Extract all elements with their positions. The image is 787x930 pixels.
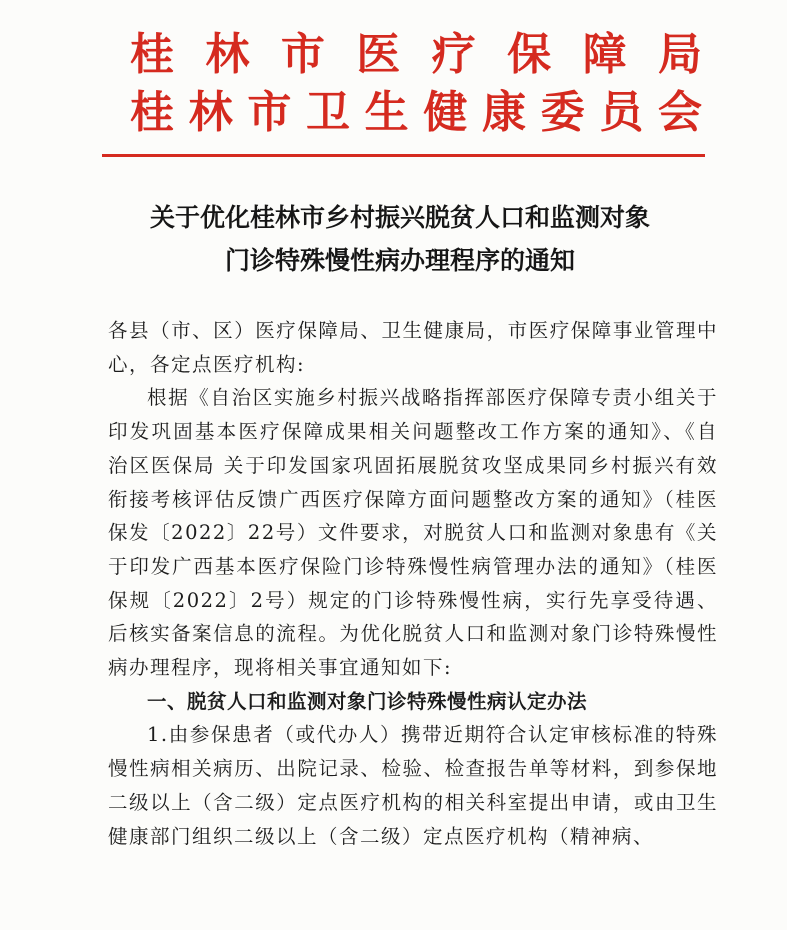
paragraph-1: 根据《自治区实施乡村振兴战略指挥部医疗保障专责小组关于印发巩固基本医疗保障成果相关问题整改工作方案的通知》、《自治区医保局 关于印发国家巩固拓展脱贫攻坚成果同乡村振兴有效衔接考核评估反馈广西医疗保障方面问题整改方案的通知》（桂医保发〔2022〕22号）文件要求，对脱贫人口和监测对象患有《关于印发广西基本医疗保险门诊特殊慢性病管理办法的通知》（桂医保规〔2022〕2号）规定的门诊特殊慢性病，实行先享受待遇、后核实备案信息的流程。为优化脱贫人口和监测对象门诊特殊慢性病办理程序，现将相关事宜通知如下: — [108, 386, 718, 680]
section-1-heading: 一、脱贫人口和监测对象门诊特殊慢性病认定办法 — [147, 689, 588, 713]
title-line-2: 门诊特殊慢性病办理程序的通知 — [224, 246, 575, 275]
item-1: 1.由参保患者（或代办人）携带近期符合认定审核标准的特殊慢性病相关病历、出院记录、检验、检查报告单等材料，到参保地二级以上（含二级）定点医疗机构的相关科室提出申请，或由卫生健康部门组织二级以上（含二级）定点医疗机构（精神病、 — [108, 723, 718, 848]
title-line-1: 关于优化桂林市乡村振兴脱贫人口和监测对象 — [149, 203, 650, 232]
document-title — [90, 196, 710, 282]
document-body — [108, 314, 718, 853]
letterhead-red-rule — [102, 154, 705, 157]
letterhead-line-2: 桂林市卫生健康委员会 — [130, 87, 702, 138]
salutation: 各县（市、区）医疗保障局、卫生健康局，市医疗保障事业管理中心，各定点医疗机构: — [108, 319, 718, 376]
letterhead — [100, 26, 708, 142]
letterhead-line-1: 桂林市医疗保障局 — [130, 29, 702, 80]
